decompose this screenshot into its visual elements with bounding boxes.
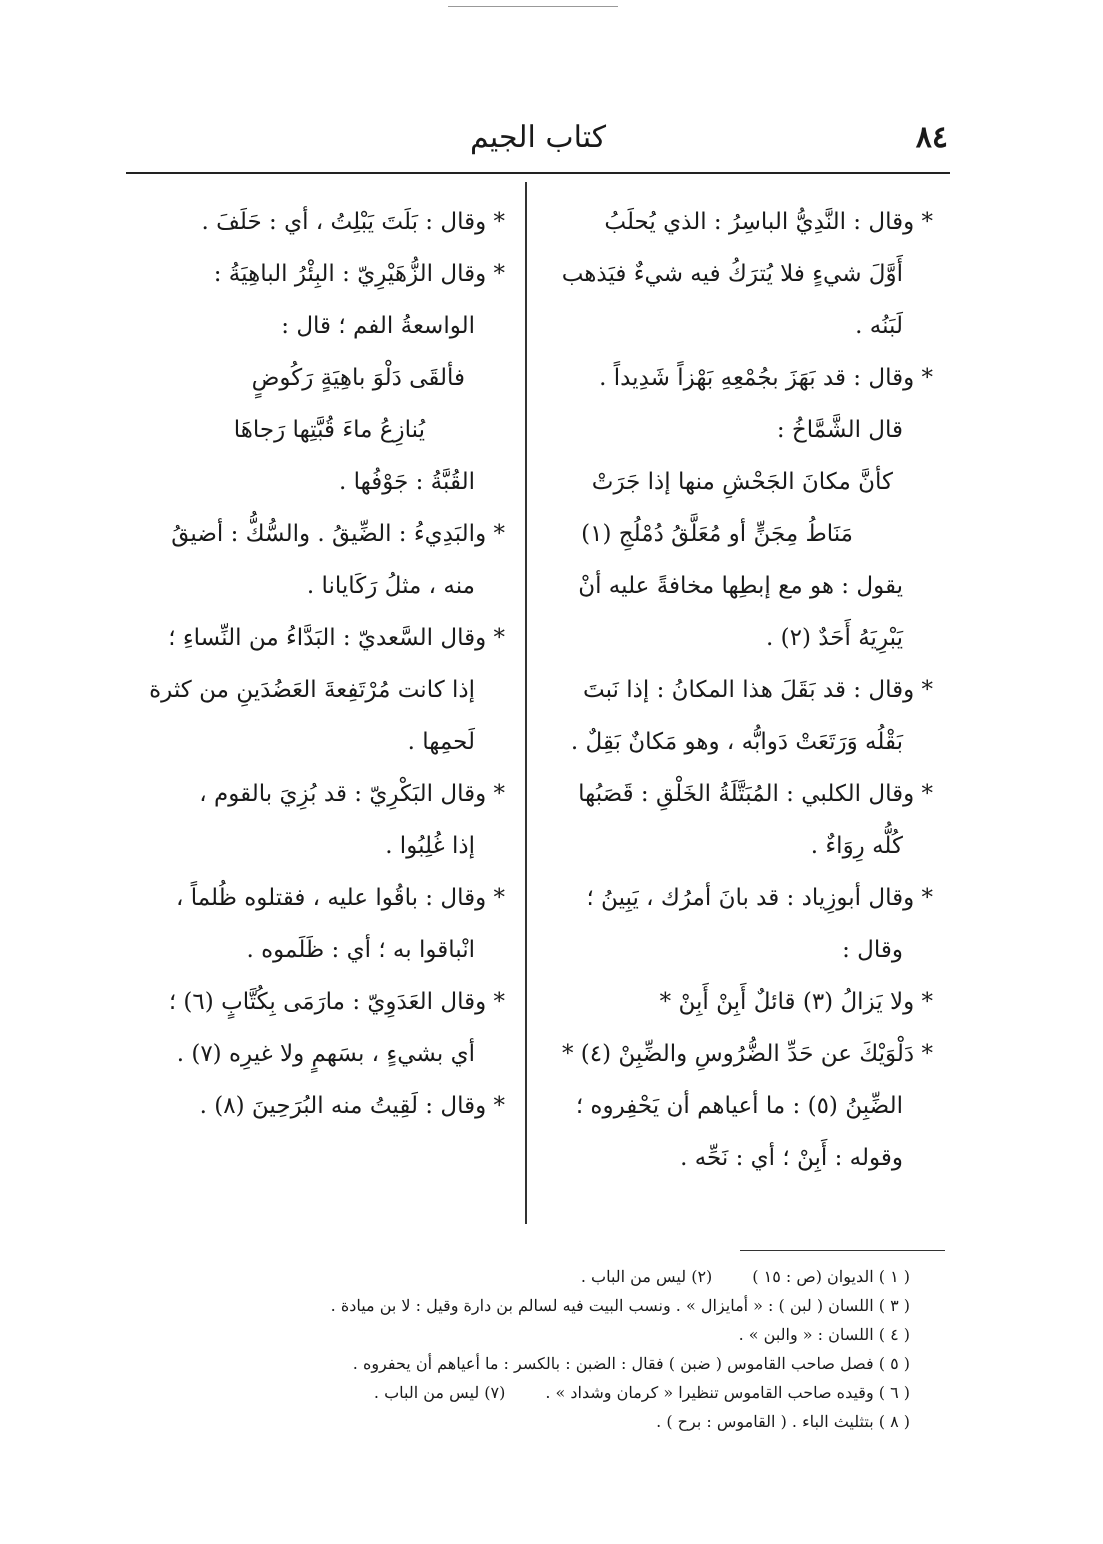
verse-line: * دَلْوَيْكَ عن حَدِّ الضُّرُوسِ والضِّبِنْ (٤) * xyxy=(561,1041,933,1067)
text-line: قال الشَّمَّاخُ : xyxy=(776,417,903,443)
footnote-line xyxy=(230,1378,910,1407)
footnote-line xyxy=(230,1407,910,1436)
text-line: * وقال الزُّهَيْرِيّ : البِئْرُ الباهِيَةُ : xyxy=(213,261,505,287)
text-line: * وقال الكلبي : المُبَتَّلَةُ الخَلْقِ : قَصَبُها xyxy=(578,781,933,807)
verse-line: فألقَى دَلْوَ باهِيَةٍ رَكُوضٍ xyxy=(251,365,465,391)
text-line: * وقال : قد بَهَزَ بجُمْعِهِ بَهْزاً شَدِيداً . xyxy=(599,365,933,391)
text-line: * وقال : باقُوا عليه ، فقتلوه ظُلماً ، xyxy=(175,885,505,911)
header-rule xyxy=(126,172,950,174)
text-line: * وقال البَكْرِيّ : قد بُزِيَ بالقوم ، xyxy=(199,781,505,807)
footnote-rule xyxy=(740,1250,945,1251)
footnote-text: ( ٤ ) اللسان : « والبن » . xyxy=(738,1325,910,1344)
footnotes xyxy=(230,1262,910,1436)
text-line: * وقال العَدَوِيّ : مارَمَى بِكُتَّابٍ (٦) ؛ xyxy=(168,989,505,1015)
verse-line: * ولا يَزالُ (٣) قائلٌ أَبِنْ أَبِنْ * xyxy=(659,989,933,1015)
text-line: أَوَّلَ شيءٍ فلا يُترَكُ فيه شيءٌ فيَذهب xyxy=(561,261,903,287)
footnote-line xyxy=(230,1349,910,1378)
left-column xyxy=(120,196,505,1132)
text-line: لَبَنُه . xyxy=(855,313,903,339)
text-line: أي بشيءٍ ، بسَهمٍ ولا غيرِه (٧) . xyxy=(176,1041,475,1067)
footnote-line xyxy=(230,1262,910,1291)
page-header xyxy=(128,118,948,164)
text-line: * وقال : لَقِيتُ منه البُرَحِينَ (٨) . xyxy=(199,1093,505,1119)
footnote-text: ( ٦ ) وقيده صاحب القاموس تنظيرا « كرمان وشداد » . xyxy=(545,1383,910,1402)
text-line: القُبَّةُ : جَوْفُها . xyxy=(338,469,475,495)
text-line: الضِّبِنُ (٥) : ما أعياهم أن يَحْفِروه ؛ xyxy=(575,1093,903,1119)
text-line: * وقال أبوزِياد : قد بانَ أمرُك ، يَبِينُ ؛ xyxy=(586,885,933,911)
text-line: وقوله : أَبِنْ ؛ أي : نَحِّه . xyxy=(680,1145,903,1171)
verse-line: كأنَّ مكانَ الجَحْشِ منها إذا جَرَتْ xyxy=(591,469,893,495)
text-line: إذا غُلِبُوا . xyxy=(385,833,475,859)
text-line: * وقال : قد بَقَلَ هذا المكانُ : إذا نَبتَ xyxy=(583,677,933,703)
text-line: * وقال السَّعديّ : البَدَّاءُ من النِّساءِ ؛ xyxy=(168,625,505,651)
verse-line: يُنازِعُ ماءَ قُبَّتِها رَجاهَا xyxy=(233,417,425,443)
top-edge-rule xyxy=(448,6,618,7)
page-number: ٨٤ xyxy=(915,120,948,155)
footnote-text: (٢) ليس من الباب . xyxy=(580,1267,713,1286)
footnote-text: ( ٥ ) فصل صاحب القاموس ( ضبن ) فقال : الضبن : بالكسر : ما أعياهم أن يحفروه . xyxy=(352,1354,910,1373)
text-line: الواسعةُ الفم ؛ قال : xyxy=(281,313,475,339)
footnote-text: (٧) ليس من الباب . xyxy=(373,1383,506,1402)
text-line: بَقْلُه وَرَتَعَتْ دَوابُّه ، وهو مَكانٌ بَقِلٌ . xyxy=(570,729,903,755)
footnote-line xyxy=(230,1291,910,1320)
text-line: كُلُّه رِوَاءٌ . xyxy=(810,833,903,859)
text-line: * والبَدِيءُ : الضِّيقُ . والسُّكُّ : أضيقُ xyxy=(171,521,505,547)
footnote-text: ( ٨ ) بتثليث الباء . ( القاموس : برح ) . xyxy=(656,1412,910,1431)
footnote-text: ( ٣ ) اللسان ( لبن ) : « أمايزال » . ونسب البيت فيه لسالم بن دارة وقيل : لا بن ميادة . xyxy=(330,1296,910,1315)
text-line: منه ، مثلُ رَكَايانا . xyxy=(306,573,475,599)
right-column xyxy=(548,196,933,1184)
text-line: إذا كانت مُرْتَفِعةَ العَضُدَينِ من كثرة xyxy=(149,677,475,703)
footnote-line xyxy=(230,1320,910,1349)
text-line: وقال : xyxy=(842,937,903,963)
verse-line: مَنَاطُ مِجَنٍّ أو مُعَلَّقُ دُمْلُجِ (١) xyxy=(581,521,853,547)
footnote-text: ( ١ ) الديوان (ص : ١٥ ) xyxy=(752,1267,910,1286)
text-line: يقول : هو مع إبطِها مخافةً عليه أنْ xyxy=(578,573,903,599)
text-line: * وقال : النَّدِيُّ الباسِرُ : الذي يُحلَبُ xyxy=(604,209,933,235)
text-line: * وقال : بَلَتَ يَبْلِتُ ، أي : حَلَفَ . xyxy=(201,209,505,235)
text-line: لَحمِها . xyxy=(407,729,475,755)
text-line: انْباقوا به ؛ أي : ظَلَموه . xyxy=(246,937,475,963)
text-line: يَبْرِيَهُ أَحَدٌ (٢) . xyxy=(765,625,903,651)
running-title: كتاب الجيم xyxy=(469,120,607,155)
column-divider xyxy=(525,182,527,1224)
